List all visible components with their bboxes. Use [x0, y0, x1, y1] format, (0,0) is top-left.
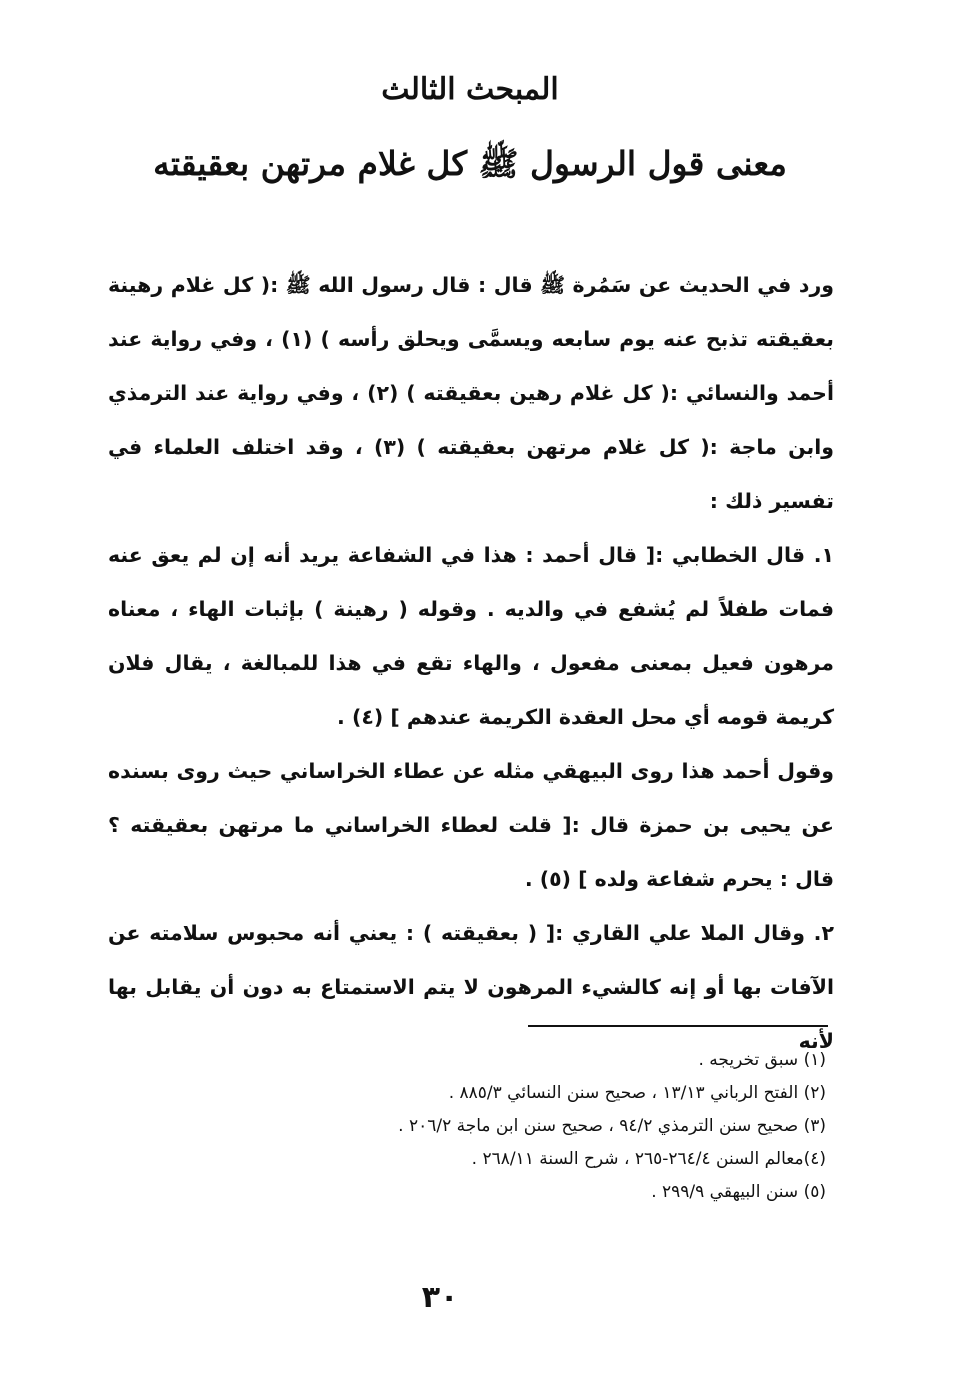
- footnotes: [300, 1044, 826, 1209]
- paragraph-mulla-ali-qari: ٢. وقال الملا علي القاري :[ ( بعقيقته ) : يعني أنه محبوس سلامته عن الآفات بها أو إنه كالشيء المرهون لا يتم الاستمتاع به دون أن يقابل بها لأنه: [108, 921, 834, 1053]
- footnote: (١) سبق تخريجه .: [698, 1050, 826, 1070]
- footnote-divider: [528, 1025, 828, 1027]
- body-text: [108, 258, 834, 1068]
- page-number: ٣٠: [421, 1280, 459, 1315]
- paragraph-hadith-narrations: ورد في الحديث عن سَمُرة ﷺ قال : قال رسول الله ﷺ :( كل غلام رهينة بعقيقته تذبح عنه يوم سابعه ويسمَّى ويحلق رأسه ) (١) ، وفي رواية عند أحمد والنسائي :( كل غلام رهين بعقيقته ) (٢) ، وفي رواية عند الترمذي وابن ماجة :( كل غلام مرتهن بعقيقته ) (٣) ، وقد اختلف العلماء في تفسير ذلك :: [108, 273, 834, 513]
- section-title: معنى قول الرسول ﷺ كل غلام مرتهن بعقيقته: [153, 144, 787, 183]
- footnote: (٤)معالم السنن ٢٦٤/٤-٢٦٥ ، شرح السنة ٢٦٨/١١ .: [471, 1149, 826, 1169]
- footnote: (٢) الفتح الرباني ١٣/١٣ ، صحيح سنن النسائي ٨٨٥/٣ .: [448, 1083, 826, 1103]
- paragraph-bayhaqi: وقول أحمد هذا روى البيهقي مثله عن عطاء الخراساني حيث روى بسنده عن يحيى بن حمزة قال :[ قلت لعطاء الخراساني ما مرتهن بعقيقته ؟ قال : يحرم شفاعة ولده ] (٥) .: [108, 759, 834, 891]
- paragraph-khattabi: ١. قال الخطابي :[ قال أحمد : هذا في الشفاعة يريد أنه إن لم يعق عنه فمات طفلاً لم يُشفع في والديه . وقوله ( رهينة ) بإثبات الهاء ، معناه مرهون فعيل بمعنى مفعول ، والهاء تقع في هذا للمبالغة ، يقال فلان كريمة قومه أي محل العقدة الكريمة عندهم ] (٤) .: [108, 543, 834, 729]
- section-label: المبحث الثالث: [381, 72, 559, 107]
- footnote: (٣) صحيح سنن الترمذي ٩٤/٢ ، صحيح سنن ابن ماجة ٢٠٦/٢ .: [398, 1116, 826, 1136]
- footnote: (٥) سنن البيهقي ٢٩٩/٩ .: [651, 1182, 826, 1202]
